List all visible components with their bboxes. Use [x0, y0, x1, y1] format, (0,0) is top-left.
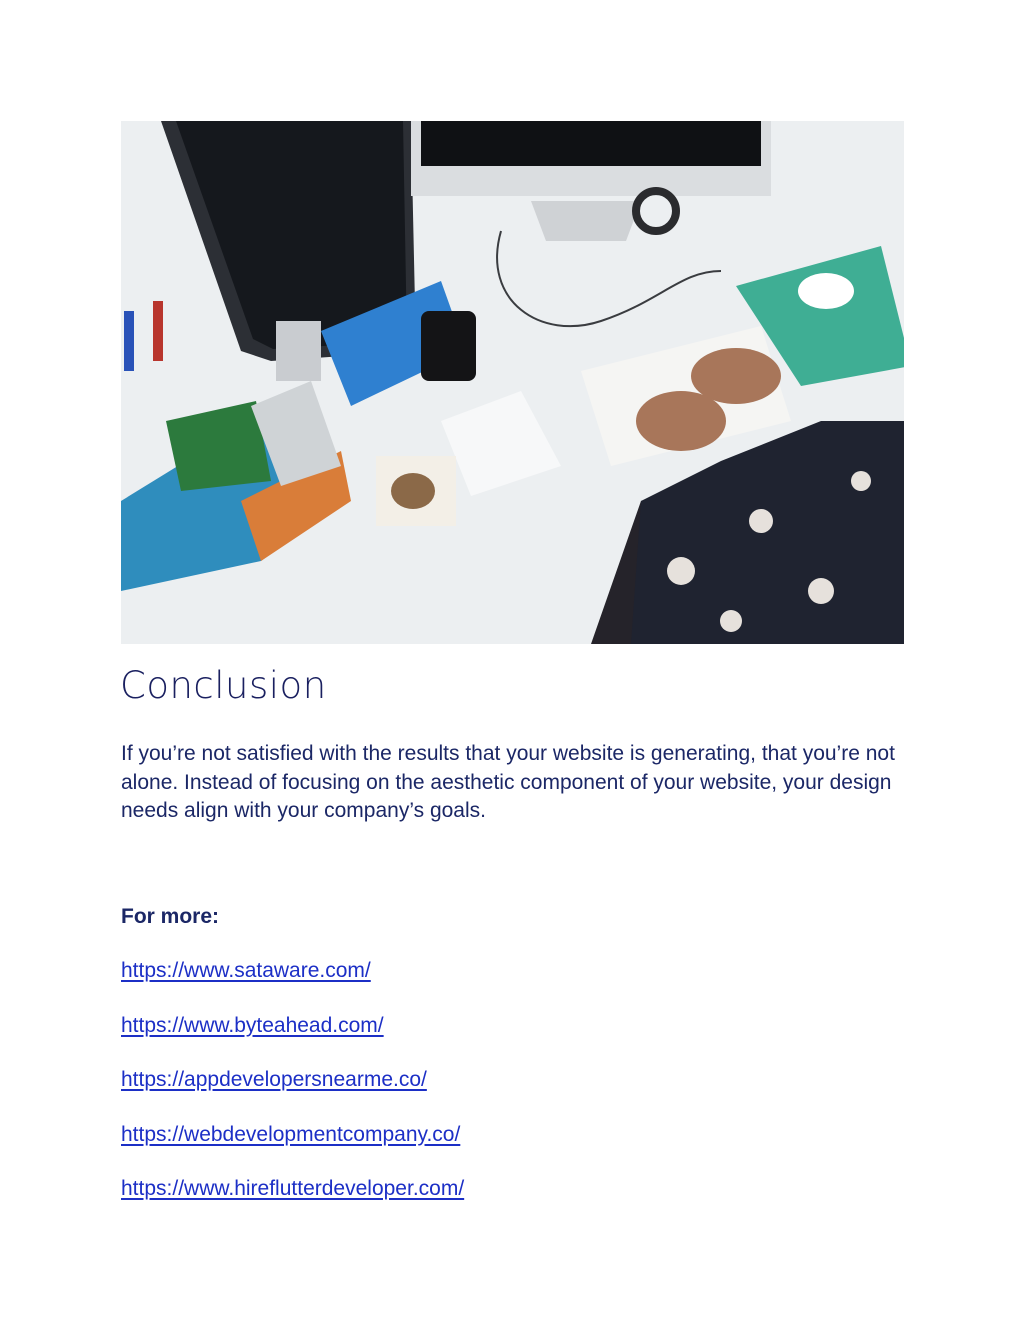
link-hireflutterdeveloper[interactable]: https://www.hireflutterdeveloper.com/ — [121, 1177, 465, 1200]
page-heading: Conclusion — [120, 664, 327, 707]
links-list — [121, 957, 464, 1230]
link-sataware[interactable]: https://www.sataware.com/ — [121, 959, 371, 982]
desk-photo — [121, 121, 904, 644]
link-appdevelopersnearme[interactable]: https://appdevelopersnearme.co/ — [121, 1068, 427, 1091]
link-byteahead[interactable]: https://www.byteahead.com/ — [121, 1013, 384, 1037]
link-webdevelopmentcompany[interactable]: https://webdevelopmentcompany.co/ — [121, 1122, 461, 1146]
for-more-label: For more: — [121, 905, 220, 928]
conclusion-paragraph: If you’re not satisfied with the results that your website is generating, that you’re not alone. Instead of focusing on the aesthetic component of your website, your design needs align with your company’s goals. — [121, 742, 895, 822]
